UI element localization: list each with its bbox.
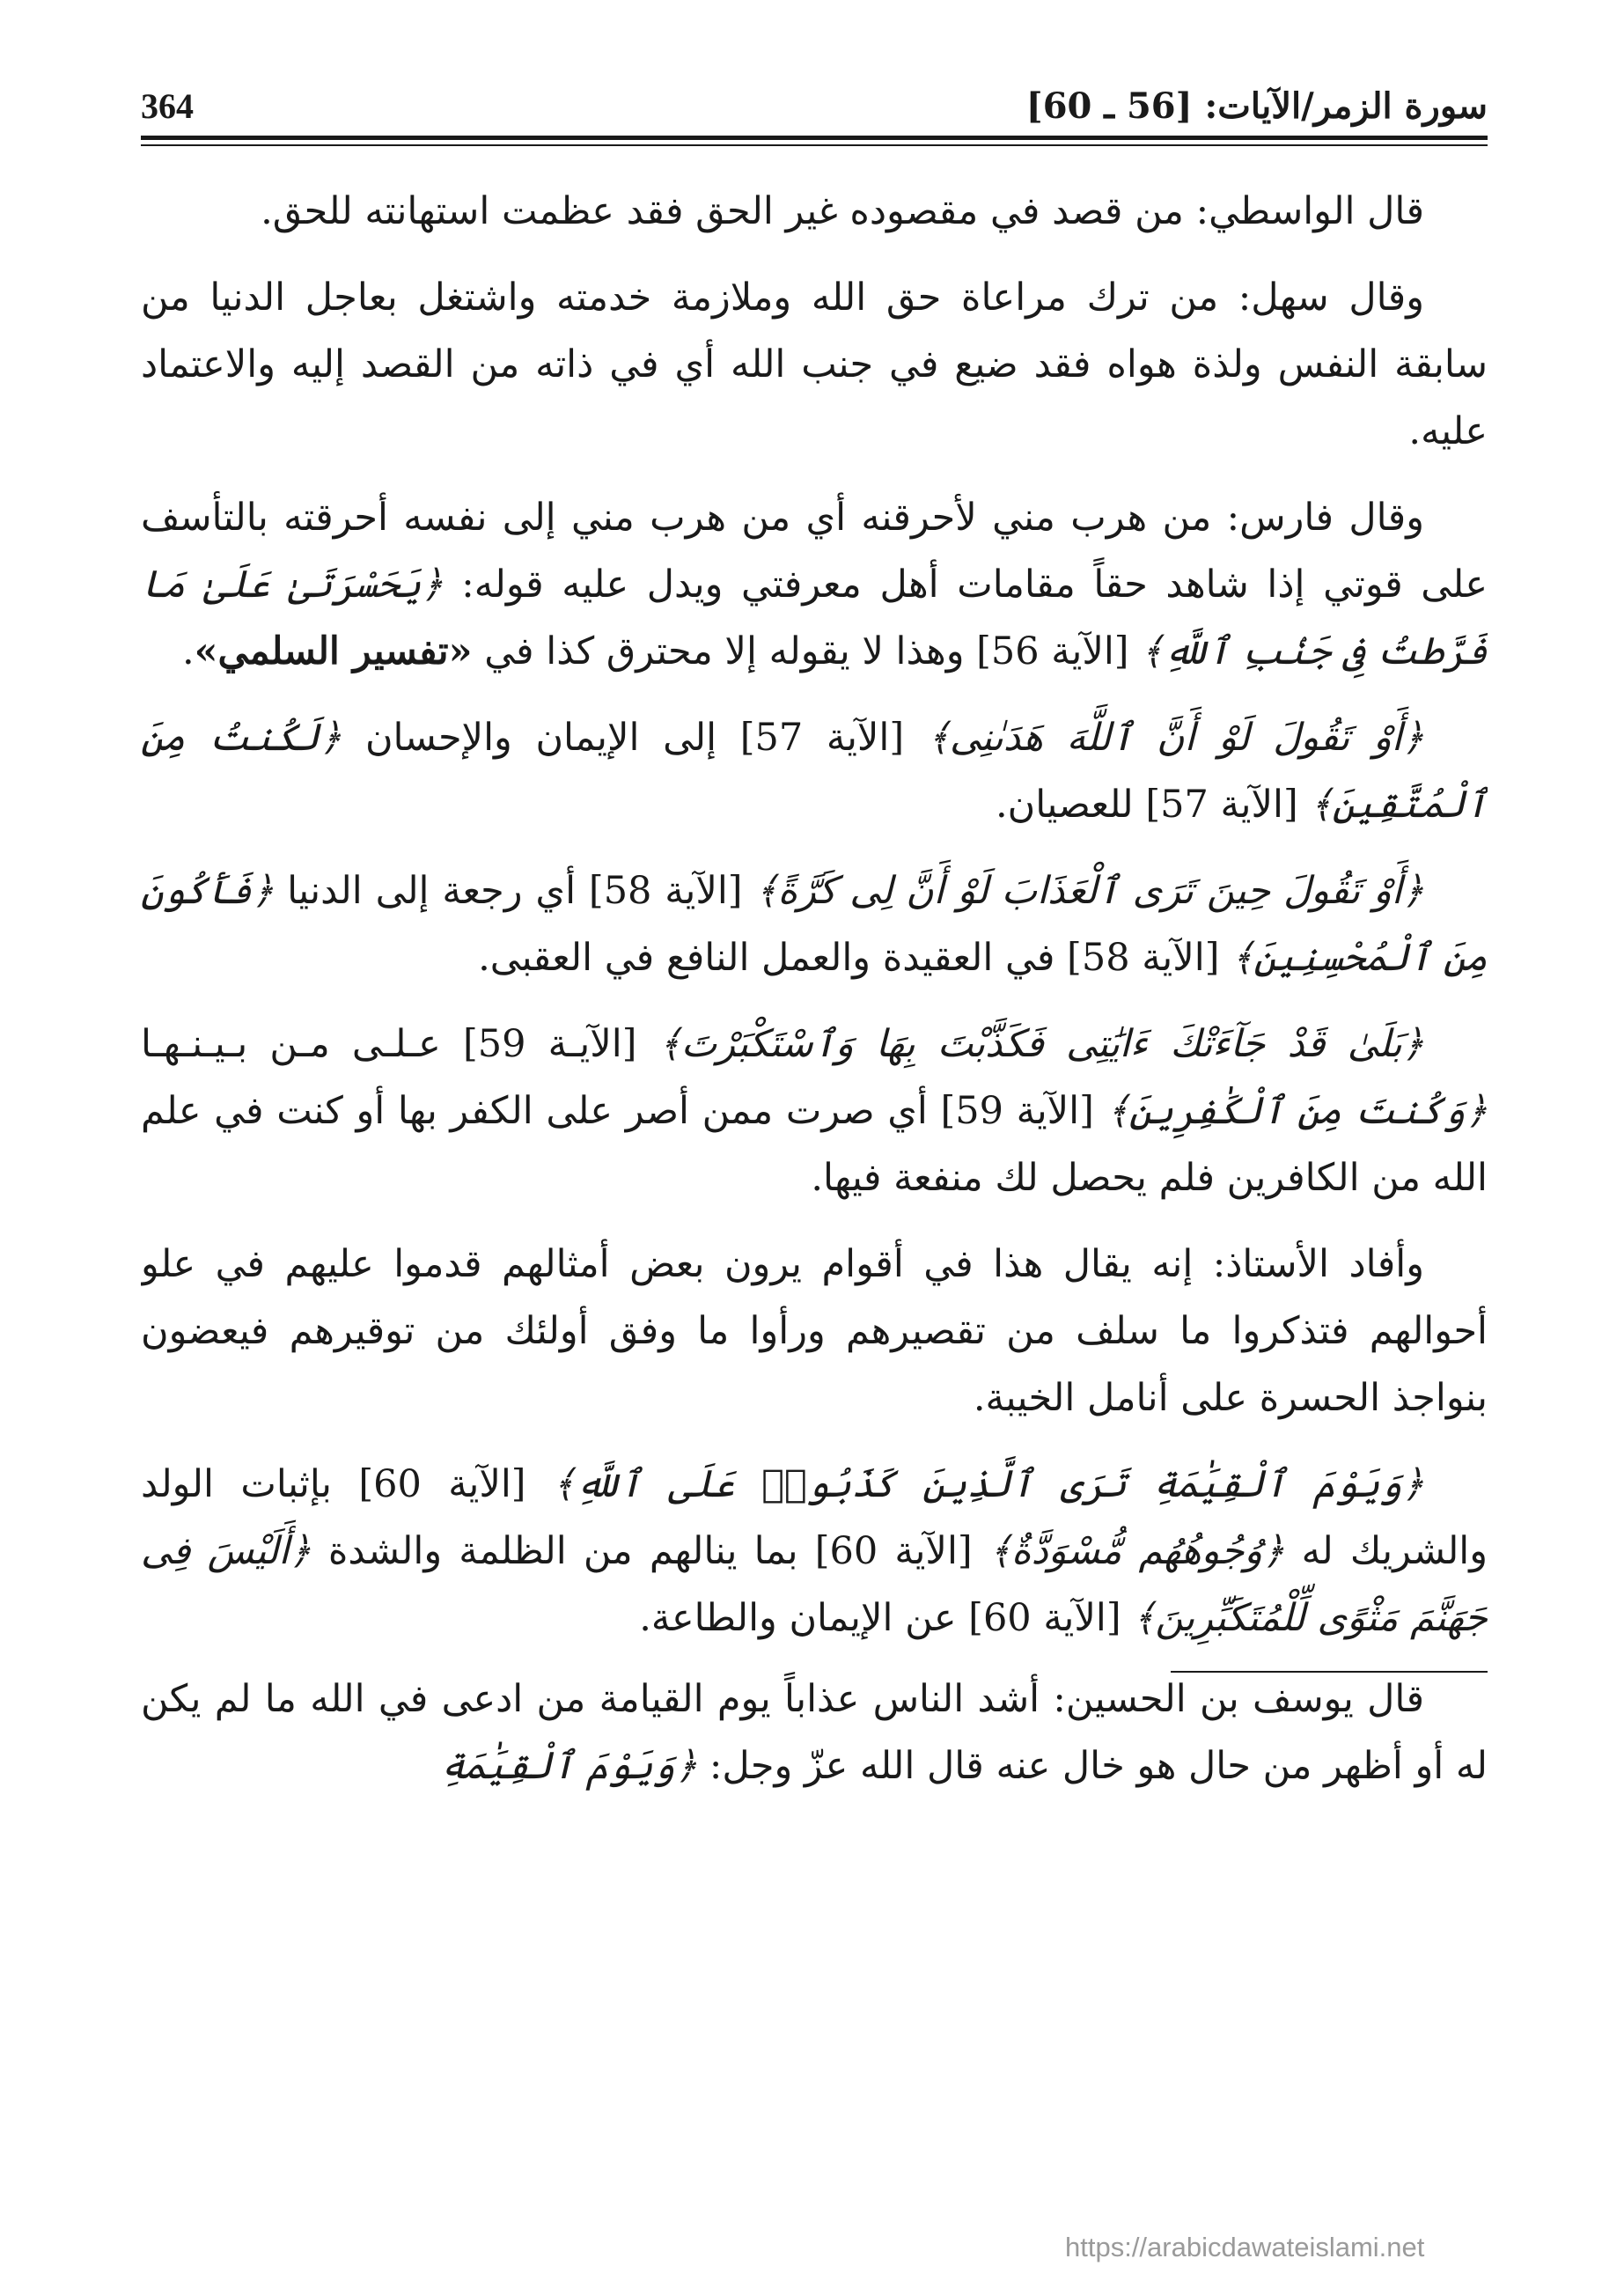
running-title: سورة الزمر/الآيات: [56 ـ 60] — [1025, 85, 1488, 127]
paragraph-text: [الآية 58] في العقيدة والعمل النافع في العقبى. — [478, 936, 1220, 980]
quran-quote: ﴿وُجُوهُهُم مُّسْوَدَّةٌ﴾ — [988, 1529, 1285, 1573]
paragraph-text: [الآية 57] إلى الإيمان والإحسان — [364, 716, 905, 760]
paragraph-ustadh — [141, 1231, 1488, 1431]
quran-quote: ﴿لَكُنتُ مِنَ ٱلْمُتَّقِينَ﴾ — [141, 716, 1488, 827]
paragraph-text: قال يوسف بن الحسين: أشد الناس عذاباً يوم القيامة من ادعى في الله ما لم يكن له أو أظهر من حال هو خال عنه قال الله عزّ وجل: — [141, 1677, 1488, 1788]
paragraph-wasiti — [141, 178, 1488, 245]
quran-quote: ﴿وَيَوْمَ ٱلْقِيَٰمَةِ تَرَى ٱلَّذِينَ كَذَبُوا۟ عَلَى ٱللَّهِ﴾ — [553, 1462, 1424, 1506]
page-body — [141, 178, 1488, 1799]
page-header — [141, 70, 1488, 132]
paragraph-text: وقال فارس: من هرب مني لأحرقنه أي من هرب مني إلى نفسه أحرقته بالتأسف على قوتي إذا شاهد حقاً مقامات أهل معرفتي ويدل عليه قوله: — [141, 496, 1488, 607]
paragraph-text: [الآية 60] بإثبات الولد والشريك له — [141, 1462, 1488, 1573]
quran-quote: ﴿بَلَىٰ قَدْ جَآءَتْكَ ءَايَٰتِى فَكَذَّبْتَ بِهَا وَٱسْتَكْبَرْتَ﴾ — [658, 1022, 1424, 1066]
quran-quote: ﴿أَوْ تَقُولَ لَوْ أَنَّ ٱللَّهَ هَدَىٰنِى﴾ — [927, 716, 1424, 760]
quran-quote: ﴿أَوْ تَقُولَ حِينَ تَرَى ٱلْعَذَابَ لَوْ أَنَّ لِى كَرَّةً﴾ — [755, 869, 1425, 913]
quran-quote: ﴿يَحَسْرَتَىٰ عَلَىٰ مَا فَرَّطتُ فِى جَنۢبِ ٱللَّهِ﴾ — [141, 563, 1488, 673]
paragraph-text: [الآية 56] وهذا لا يقوله إلا محترق كذا في — [484, 629, 1129, 673]
header-rule-thick — [141, 136, 1488, 140]
paragraph-verse-58 — [141, 857, 1488, 991]
paragraph-text: وقال سهل: من ترك مراعاة حق الله وملازمة خدمته واشتغل بعاجل الدنيا من سابقة النفس ولذة هواه فقد ضيع في جنب الله أي في ذاته من القصد إليه والاعتماد عليه. — [141, 276, 1488, 453]
quran-quote: ﴿وَكُنتَ مِنَ ٱلْكَٰفِرِينَ﴾ — [1106, 1089, 1488, 1133]
quran-quote: ﴿فَأَكُونَ مِنَ ٱلْمُحْسِنِينَ﴾ — [141, 869, 1488, 980]
paragraph-faris — [141, 484, 1488, 685]
paragraph-text: [الآية 59] أي صرت ممن أصر على الكفر بها أو كنت في علم الله من الكافرين فلم يحصل لك منفعة فيها. — [141, 1089, 1488, 1200]
paragraph-sahl — [141, 264, 1488, 465]
paragraph-text: [الآيـة 59] عـلـى مـن بـيـنـهـا — [141, 1022, 637, 1066]
paragraph-text: . — [181, 629, 195, 673]
quran-quote: ﴿وَيَوْمَ ٱلْقِيَٰمَةِ — [441, 1744, 698, 1788]
paragraph-text: قال الواسطي: من قصد في مقصوده غير الحق فقد عظمت استهانته للحق. — [261, 189, 1424, 233]
paragraph-text: [الآية 60] عن الإيمان والطاعة. — [639, 1596, 1121, 1640]
watermark-url: https://arabicdawateislami.net — [1065, 2232, 1425, 2262]
paragraph-verse-57 — [141, 704, 1488, 838]
paragraph-text: [الآية 58] أي رجعة إلى الدنيا — [287, 869, 743, 913]
paragraph-verse-60 — [141, 1451, 1488, 1652]
paragraph-yusuf — [141, 1666, 1488, 1799]
document-page — [141, 70, 1488, 2245]
paragraph-text: [الآية 57] للعصيان. — [995, 783, 1298, 827]
header-rule-thin — [141, 144, 1488, 146]
page-number: 364 — [141, 86, 194, 126]
book-title: «تفسير السلمي» — [194, 629, 473, 673]
quran-quote: ﴿أَلَيْسَ فِى جَهَنَّمَ مَثْوًى لِّلْمُتَكَبِّرِينَ﴾ — [141, 1529, 1488, 1640]
paragraph-text: وأفاد الأستاذ: إنه يقال هذا في أقوام يرون بعض أمثالهم قدموا عليهم في علو أحوالهم فتذكروا ما سلف من تقصيرهم ورأوا ما وفق أولئك من توقيرهم فيعضون بنواجذ الحسرة على أنامل الخيبة. — [141, 1242, 1488, 1420]
paragraph-text: [الآية 60] بما ينالهم من الظلمة والشدة — [327, 1529, 973, 1573]
paragraph-verse-59 — [141, 1011, 1488, 1211]
